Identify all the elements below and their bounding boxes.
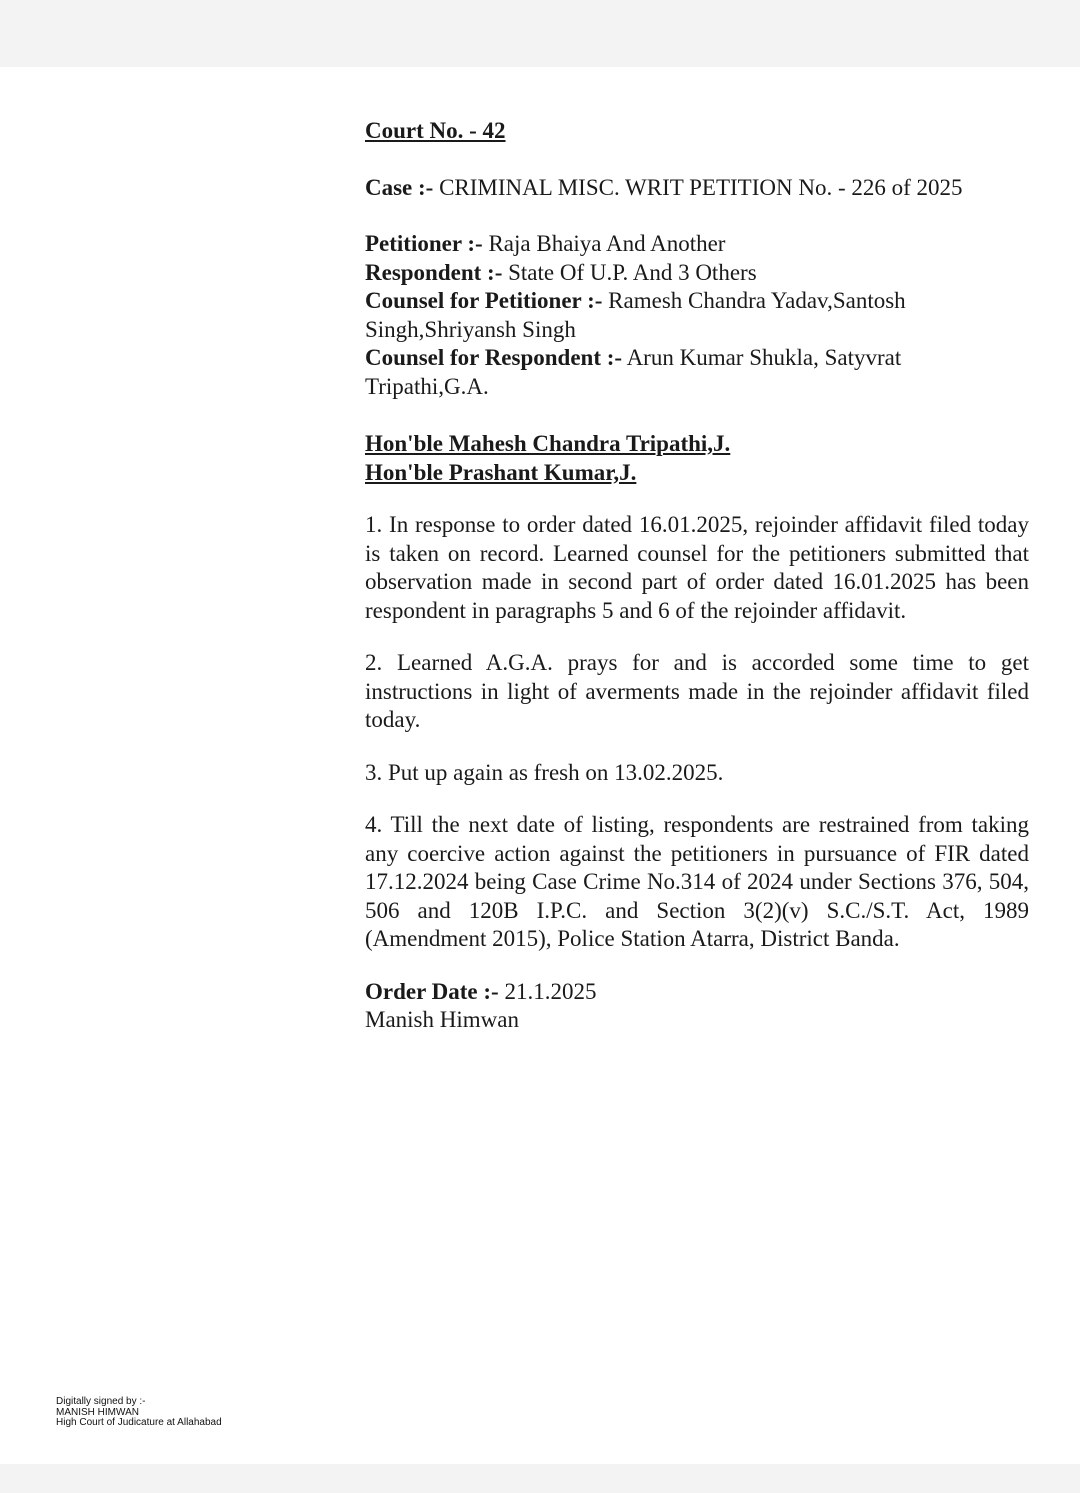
order-date-label: Order Date :- bbox=[365, 978, 499, 1004]
judge-name: Hon'ble Mahesh Chandra Tripathi,J. bbox=[365, 431, 731, 456]
order-content bbox=[365, 117, 1029, 1035]
case-line bbox=[365, 174, 1029, 203]
document-page bbox=[0, 67, 1080, 1464]
signed-name: Manish Himwan bbox=[365, 1007, 519, 1032]
petitioner-value: Raja Bhaiya And Another bbox=[488, 231, 726, 256]
respondent-value: State Of U.P. And 3 Others bbox=[508, 259, 757, 285]
counsel-respondent-label: Counsel for Respondent :- bbox=[365, 345, 623, 370]
case-label: Case :- bbox=[365, 174, 434, 200]
petitioner-line bbox=[365, 230, 1029, 259]
order-paragraph: 2. Learned A.G.A. prays for and is accorded some time to get instructions in light of averments made in the rejoinder affidavit filed today. bbox=[365, 650, 1029, 732]
court-number: Court No. - 42 bbox=[365, 118, 506, 143]
petitioner-label: Petitioner :- bbox=[365, 231, 483, 256]
counsel-respondent-value: Arun Kumar Shukla, Satyvrat Tripathi,G.A. bbox=[365, 345, 902, 399]
order-date-value: 21.1.2025 bbox=[504, 978, 597, 1004]
signature-court: High Court of Judicature at Allahabad bbox=[56, 1417, 222, 1428]
order-date-block bbox=[365, 978, 1029, 1035]
respondent-label: Respondent :- bbox=[365, 259, 503, 285]
respondent-line bbox=[365, 259, 1029, 288]
parties-block bbox=[365, 230, 1029, 401]
digital-signature bbox=[56, 1397, 222, 1429]
order-paragraph: 1. In response to order dated 16.01.2025, rejoinder affidavit filed today is taken on record. Learned counsel for the petitioners submitted that observation made in second part of order dated 16.01.2025 has been respondent in paragraphs 5 and 6 of the rejoinder affidavit. bbox=[365, 512, 1029, 623]
order-paragraph: 3. Put up again as fresh on 13.02.2025. bbox=[365, 759, 724, 785]
order-date-line bbox=[365, 978, 1029, 1007]
signature-name: MANISH HIMWAN bbox=[56, 1406, 139, 1418]
counsel-petitioner-label: Counsel for Petitioner :- bbox=[365, 288, 603, 313]
bench-block bbox=[365, 430, 1029, 487]
counsel-petitioner-value: Ramesh Chandra Yadav,Santosh Singh,Shriyansh Singh bbox=[365, 288, 906, 342]
counsel-petitioner-line bbox=[365, 287, 1029, 344]
signature-line: Digitally signed by :- bbox=[56, 1396, 146, 1407]
case-value: CRIMINAL MISC. WRIT PETITION No. - 226 of 2025 bbox=[439, 174, 963, 200]
counsel-respondent-line bbox=[365, 344, 1029, 401]
judge-name: Hon'ble Prashant Kumar,J. bbox=[365, 459, 637, 485]
order-paragraph: 4. Till the next date of listing, respondents are restrained from taking any coercive action against the petitioners in pursuance of FIR dated 17.12.2024 being Case Crime No.314 of 2024 under Sections 376, 504, 506 and 120B I.P.C. and Section 3(2)(v) S.C./S.T. Act, 1989 (Amendment 2015), Police Station Atarra, District Banda. bbox=[365, 812, 1029, 951]
